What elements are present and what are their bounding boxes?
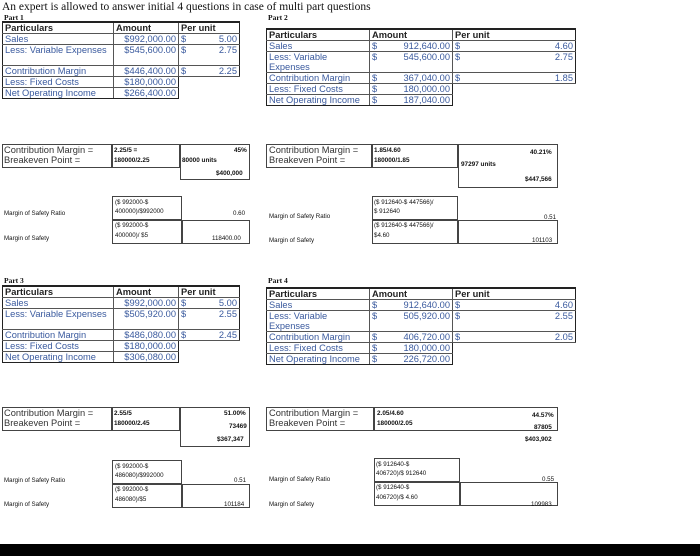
header-amount: Amount bbox=[370, 288, 453, 300]
cm-label: Contribution Margin = bbox=[4, 145, 94, 155]
row-amount: 505,920.00 bbox=[382, 311, 453, 332]
header-per-unit: Per unit bbox=[453, 288, 576, 300]
be-dollars: $447,566 bbox=[525, 176, 552, 183]
row-per-unit-symbol: $ bbox=[453, 52, 466, 73]
row-amount: $180,000.00 bbox=[114, 77, 179, 88]
row-per-unit: 2.45 bbox=[191, 330, 240, 341]
table-row bbox=[3, 330, 240, 341]
bottom-black-bar bbox=[0, 544, 700, 556]
mos-ratio-formula-line1: ($ 992000-$ bbox=[115, 199, 149, 206]
row-amount: $180,000.00 bbox=[114, 341, 179, 352]
be-units: 87805 bbox=[534, 424, 552, 431]
be-formula: 180000/2.05 bbox=[377, 420, 413, 427]
row-per-unit-symbol: $ bbox=[453, 300, 466, 311]
mos-formula-line2: $4.60 bbox=[374, 232, 390, 239]
row-amount: 367,040.00 bbox=[382, 73, 453, 84]
row-per-unit-symbol: $ bbox=[453, 332, 466, 343]
row-label: Contribution Margin bbox=[3, 66, 114, 77]
row-per-unit: 2.55 bbox=[191, 309, 240, 330]
mos-ratio-formula-line2: $ 912640 bbox=[374, 208, 400, 215]
mos-label: Margin of Safety bbox=[4, 501, 50, 508]
mos-value: 109983 bbox=[531, 501, 552, 508]
cm-value: 45% bbox=[234, 147, 247, 154]
header-amount: Amount bbox=[114, 286, 179, 298]
row-label: Less: Variable Expenses bbox=[3, 45, 114, 66]
part-1-title: Part 1 bbox=[4, 13, 24, 22]
row-amount: $266,400.00 bbox=[114, 88, 179, 99]
row-label: Sales bbox=[267, 41, 370, 52]
mos-ratio-value: 0.51 bbox=[544, 214, 557, 221]
row-amount: $446,400.00 bbox=[114, 66, 179, 77]
row-amount-symbol: $ bbox=[370, 300, 383, 311]
row-per-unit-symbol: $ bbox=[453, 73, 466, 84]
be-label: Breakeven Point = bbox=[4, 418, 81, 428]
cm-label: Contribution Margin = bbox=[269, 408, 359, 418]
row-amount: 180,000.00 bbox=[382, 343, 453, 354]
row-amount-symbol: $ bbox=[370, 84, 383, 95]
mos-formula-line2: 406720)/$ 4.60 bbox=[376, 494, 418, 501]
cm-value: 51.00% bbox=[224, 410, 246, 417]
mos-ratio-value: 0.51 bbox=[234, 477, 247, 484]
row-amount-symbol: $ bbox=[370, 354, 383, 365]
mos-formula-line2: 486080)/$5 bbox=[115, 496, 147, 503]
row-per-unit: 5.00 bbox=[191, 34, 240, 45]
row-label: Net Operating Income bbox=[267, 354, 370, 365]
row-amount-symbol: $ bbox=[370, 311, 383, 332]
part-4-title: Part 4 bbox=[268, 276, 288, 285]
row-amount-symbol: $ bbox=[370, 41, 383, 52]
row-label: Less: Variable Expenses bbox=[267, 311, 370, 332]
mos-ratio-formula-line1: ($ 992000-$ bbox=[115, 463, 149, 470]
cm-label: Contribution Margin = bbox=[269, 145, 359, 155]
be-dollars: $367,347 bbox=[217, 436, 244, 443]
row-amount: $486,080.00 bbox=[114, 330, 179, 341]
part-3-title: Part 3 bbox=[4, 276, 24, 285]
be-label: Breakeven Point = bbox=[269, 418, 346, 428]
mos-ratio-label: Margin of Safety Ratio bbox=[4, 477, 66, 484]
row-label: Less: Fixed Costs bbox=[3, 77, 114, 88]
cm-formula: 2.25/5 = bbox=[114, 147, 138, 154]
header-per-unit: Per unit bbox=[453, 29, 576, 41]
table-row bbox=[267, 84, 576, 95]
mos-formula-line1: ($ 992000-$ bbox=[115, 486, 149, 493]
row-label: Sales bbox=[3, 34, 114, 45]
be-units: 73469 bbox=[229, 423, 247, 430]
mos-ratio-label: Margin of Safety Ratio bbox=[269, 213, 331, 220]
cm-value: 44.57% bbox=[532, 412, 554, 419]
be-units: 80000 units bbox=[182, 157, 217, 164]
row-label: Less: Variable Expenses bbox=[3, 309, 114, 330]
row-amount: 912,640.00 bbox=[382, 41, 453, 52]
header-particulars: Particulars bbox=[3, 22, 114, 34]
table-row bbox=[267, 52, 576, 73]
mos-formula-line1: ($ 912640-$ bbox=[376, 484, 410, 491]
mos-formula-line1: ($ 992000-$ bbox=[115, 222, 149, 229]
be-formula: 180000/2.45 bbox=[114, 420, 150, 427]
row-amount: 180,000.00 bbox=[382, 84, 453, 95]
mos-value: 101184 bbox=[224, 501, 245, 508]
mos-label: Margin of Safety bbox=[4, 235, 50, 242]
table-row bbox=[3, 298, 240, 309]
table-row bbox=[3, 352, 240, 363]
row-amount: $505,920.00 bbox=[114, 309, 179, 330]
row-per-unit: 2.75 bbox=[191, 45, 240, 66]
table-row bbox=[267, 95, 576, 106]
mos-formula-line1: ($ 912640-$ 447566)/ bbox=[374, 222, 434, 229]
part-3-table bbox=[2, 285, 240, 363]
header-particulars: Particulars bbox=[267, 288, 370, 300]
mos-label: Margin of Safety bbox=[269, 501, 315, 508]
row-per-unit: 2.25 bbox=[191, 66, 240, 77]
row-label: Less: Fixed Costs bbox=[3, 341, 114, 352]
table-row bbox=[267, 311, 576, 332]
row-per-unit-symbol: $ bbox=[453, 41, 466, 52]
row-amount: 187,040.00 bbox=[382, 95, 453, 106]
row-label: Sales bbox=[3, 298, 114, 309]
row-label: Net Operating Income bbox=[3, 88, 114, 99]
table-row bbox=[3, 309, 240, 330]
row-label: Contribution Margin bbox=[267, 73, 370, 84]
part-2-title: Part 2 bbox=[268, 13, 288, 22]
table-row bbox=[3, 66, 240, 77]
row-label: Net Operating Income bbox=[267, 95, 370, 106]
mos-value: 118400.00 bbox=[212, 235, 241, 242]
row-amount: 912,640.00 bbox=[382, 300, 453, 311]
row-amount: $545,600.00 bbox=[114, 45, 179, 66]
be-label: Breakeven Point = bbox=[4, 155, 81, 165]
be-label: Breakeven Point = bbox=[269, 155, 346, 165]
row-amount: $306,080.00 bbox=[114, 352, 179, 363]
be-formula: 180000/1.85 bbox=[374, 157, 410, 164]
table-row bbox=[267, 41, 576, 52]
header-particulars: Particulars bbox=[3, 286, 114, 298]
header-amount: Amount bbox=[370, 29, 453, 41]
row-per-unit: 4.60 bbox=[465, 300, 576, 311]
mos-ratio-value: 0.60 bbox=[233, 210, 246, 217]
be-units: 97297 units bbox=[461, 161, 496, 168]
row-per-unit: 5.00 bbox=[191, 298, 240, 309]
be-formula: 180000/2.25 bbox=[114, 157, 150, 164]
part-1-table bbox=[2, 21, 240, 99]
row-amount: $992,000.00 bbox=[114, 34, 179, 45]
table-row bbox=[267, 332, 576, 343]
table-row bbox=[3, 45, 240, 66]
row-per-unit: 4.60 bbox=[465, 41, 576, 52]
row-amount: 226,720.00 bbox=[382, 354, 453, 365]
row-per-unit-symbol: $ bbox=[179, 330, 192, 341]
table-row bbox=[267, 354, 576, 365]
table-row bbox=[3, 77, 240, 88]
row-label: Less: Fixed Costs bbox=[267, 343, 370, 354]
header-amount: Amount bbox=[114, 22, 179, 34]
row-label: Sales bbox=[267, 300, 370, 311]
part-2-table bbox=[266, 28, 576, 106]
row-label: Net Operating Income bbox=[3, 352, 114, 363]
mos-ratio-label: Margin of Safety Ratio bbox=[269, 476, 331, 483]
row-amount-symbol: $ bbox=[370, 52, 383, 73]
row-label: Less: Fixed Costs bbox=[267, 84, 370, 95]
row-amount-symbol: $ bbox=[370, 95, 383, 106]
row-amount: 545,600.00 bbox=[382, 52, 453, 73]
cm-formula: 2.05/4.60 bbox=[377, 410, 404, 417]
row-per-unit: 2.75 bbox=[465, 52, 576, 73]
mos-label: Margin of Safety bbox=[269, 237, 315, 244]
mos-ratio-formula-line1: ($ 912640-$ bbox=[376, 461, 410, 468]
table-row bbox=[267, 300, 576, 311]
cm-value: 40.21% bbox=[530, 149, 552, 156]
part-4-table bbox=[266, 287, 576, 365]
row-amount: 406,720.00 bbox=[382, 332, 453, 343]
mos-ratio-formula-line2: 406720)/$ 912640 bbox=[376, 470, 427, 477]
row-amount-symbol: $ bbox=[370, 343, 383, 354]
row-per-unit-symbol: $ bbox=[179, 298, 192, 309]
mos-ratio-formula-line1: ($ 912640-$ 447566)/ bbox=[374, 199, 434, 206]
mos-ratio-formula-line2: 486080)/$992000 bbox=[115, 472, 164, 479]
table-row bbox=[3, 34, 240, 45]
mos-formula-line2: 400000)/ $5 bbox=[115, 232, 149, 239]
row-label: Less: Variable Expenses bbox=[267, 52, 370, 73]
row-per-unit: 1.85 bbox=[465, 73, 576, 84]
table-row bbox=[267, 73, 576, 84]
page-header: An expert is allowed to answer initial 4 questions in case of multi part questions bbox=[2, 1, 371, 13]
row-label: Contribution Margin bbox=[3, 330, 114, 341]
header-per-unit: Per unit bbox=[179, 286, 240, 298]
row-per-unit-symbol: $ bbox=[179, 45, 192, 66]
cm-formula: 2.55/5 bbox=[114, 410, 132, 417]
row-per-unit: 2.05 bbox=[465, 332, 576, 343]
table-row bbox=[3, 88, 240, 99]
row-per-unit-symbol: $ bbox=[179, 309, 192, 330]
table-row bbox=[267, 343, 576, 354]
row-per-unit-symbol: $ bbox=[453, 311, 466, 332]
be-dollars: $403,902 bbox=[525, 436, 552, 443]
mos-ratio-formula-line2: 400000)/$992000 bbox=[115, 208, 164, 215]
header-particulars: Particulars bbox=[267, 29, 370, 41]
table-row bbox=[3, 341, 240, 352]
mos-ratio-value: 0.55 bbox=[542, 476, 555, 483]
row-amount-symbol: $ bbox=[370, 73, 383, 84]
mos-ratio-label: Margin of Safety Ratio bbox=[4, 210, 66, 217]
row-per-unit: 2.55 bbox=[465, 311, 576, 332]
cm-formula: 1.85/4.60 bbox=[374, 147, 401, 154]
cm-label: Contribution Margin = bbox=[4, 408, 94, 418]
row-per-unit-symbol: $ bbox=[179, 34, 192, 45]
be-dollars: $400,000 bbox=[216, 170, 243, 177]
row-per-unit-symbol: $ bbox=[179, 66, 192, 77]
row-amount-symbol: $ bbox=[370, 332, 383, 343]
row-label: Contribution Margin bbox=[267, 332, 370, 343]
mos-value: 101103 bbox=[532, 237, 553, 244]
header-per-unit: Per unit bbox=[179, 22, 240, 34]
row-amount: $992,000.00 bbox=[114, 298, 179, 309]
